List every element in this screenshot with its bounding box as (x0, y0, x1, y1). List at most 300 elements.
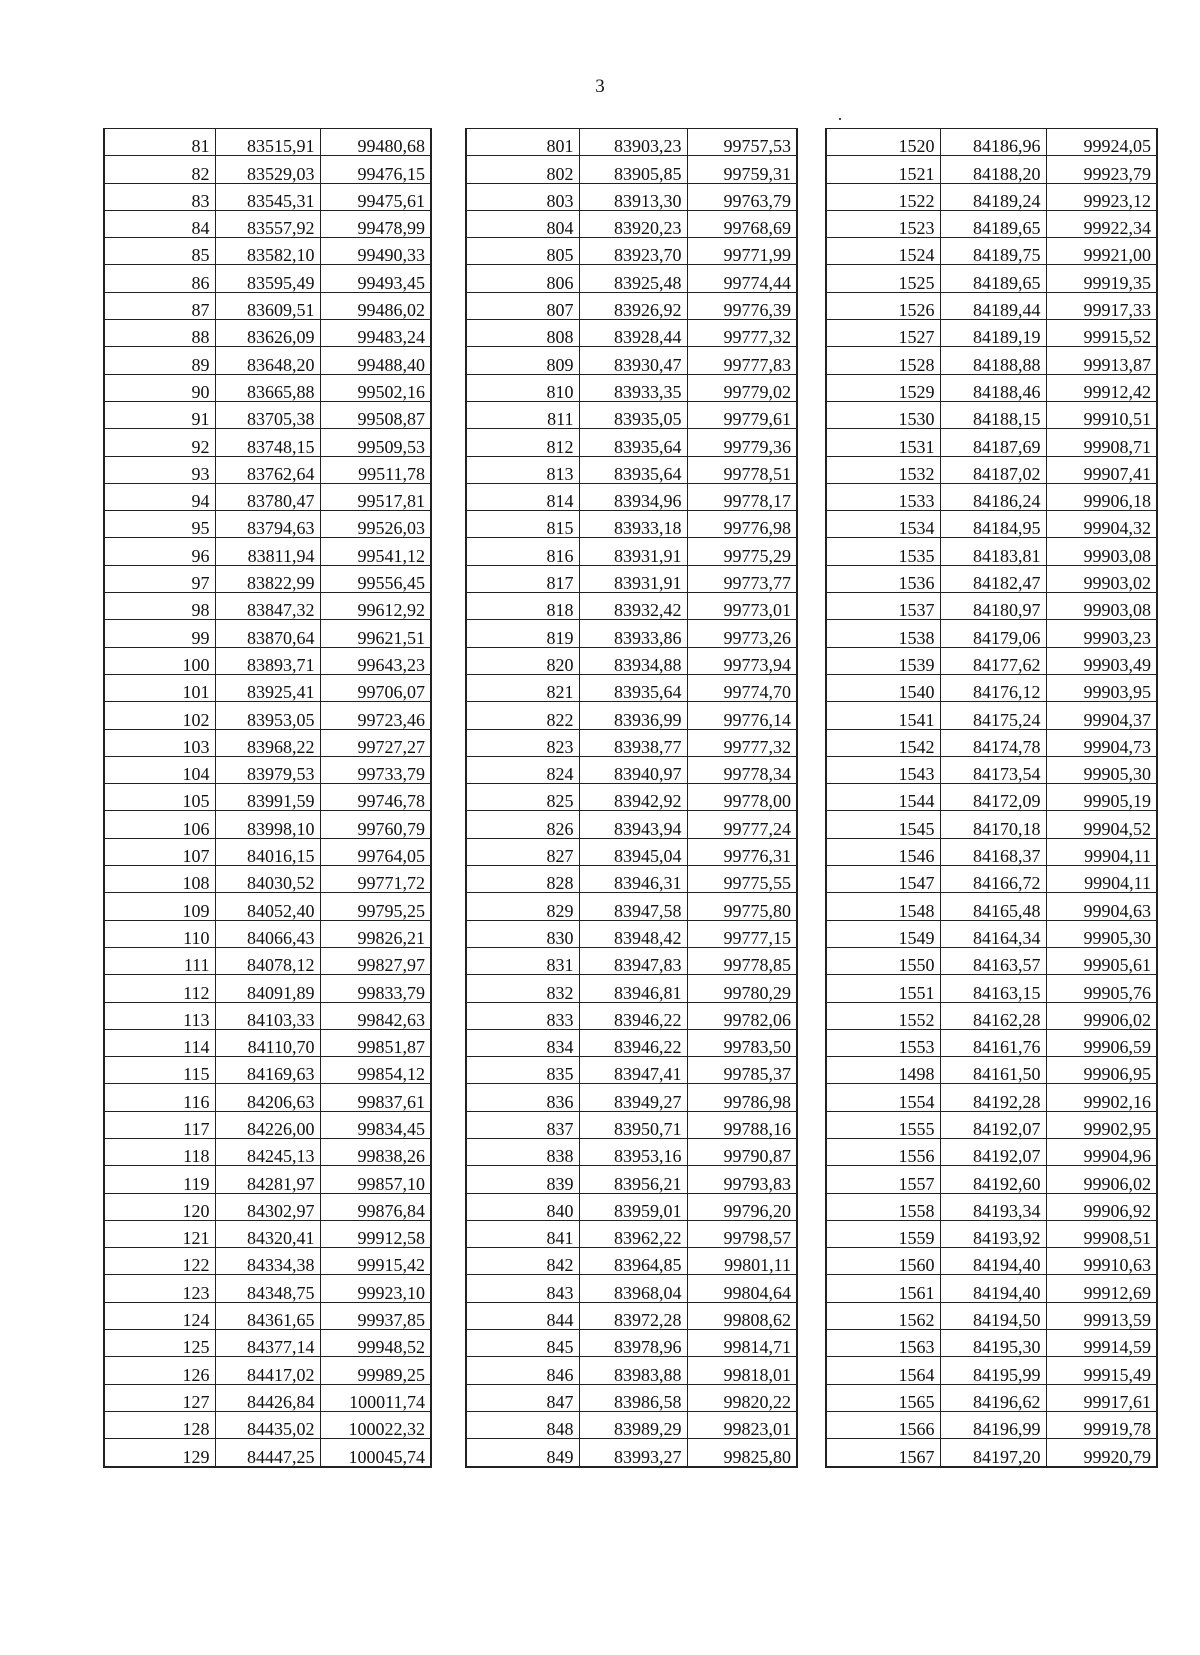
table-row (826, 1111, 1157, 1138)
y-coordinate-cell: 99777,15 (687, 920, 797, 947)
x-coordinate-cell: 84177,62 (940, 647, 1046, 674)
x-coordinate-cell: 84186,96 (940, 129, 1046, 156)
point-number-cell: 840 (466, 1193, 579, 1220)
table-row (826, 1411, 1157, 1438)
point-number-cell: 812 (466, 429, 579, 456)
table-row (104, 647, 431, 674)
table-row (466, 920, 797, 947)
point-number-cell: 1535 (826, 538, 940, 565)
point-number-cell: 1554 (826, 1084, 940, 1111)
point-number-cell: 810 (466, 374, 579, 401)
x-coordinate-cell: 83950,71 (579, 1111, 687, 1138)
y-coordinate-cell: 99904,96 (1046, 1138, 1157, 1165)
point-number-cell: 1556 (826, 1138, 940, 1165)
y-coordinate-cell: 99912,58 (320, 1220, 431, 1247)
y-coordinate-cell: 99902,95 (1046, 1111, 1157, 1138)
point-number-cell: 1525 (826, 265, 940, 292)
y-coordinate-cell: 99827,97 (320, 947, 431, 974)
table-row (104, 374, 431, 401)
y-coordinate-cell: 99785,37 (687, 1057, 797, 1084)
y-coordinate-cell: 99837,61 (320, 1084, 431, 1111)
x-coordinate-cell: 83993,27 (579, 1439, 687, 1467)
y-coordinate-cell: 99915,42 (320, 1248, 431, 1275)
y-coordinate-cell: 99804,64 (687, 1275, 797, 1302)
x-coordinate-cell: 84417,02 (215, 1357, 320, 1384)
y-coordinate-cell: 99757,53 (687, 129, 797, 156)
table-row (466, 620, 797, 647)
x-coordinate-cell: 84180,97 (940, 593, 1046, 620)
table-row (104, 920, 431, 947)
table-row (466, 183, 797, 210)
table-row (826, 674, 1157, 701)
point-number-cell: 822 (466, 702, 579, 729)
y-coordinate-cell: 99760,79 (320, 811, 431, 838)
point-number-cell: 841 (466, 1220, 579, 1247)
y-coordinate-cell: 99923,12 (1046, 183, 1157, 210)
y-coordinate-cell: 99733,79 (320, 756, 431, 783)
table-row (466, 1057, 797, 1084)
point-number-cell: 1543 (826, 756, 940, 783)
x-coordinate-cell: 83582,10 (215, 238, 320, 265)
point-number-cell: 1547 (826, 866, 940, 893)
point-number-cell: 129 (104, 1439, 215, 1467)
point-number-cell: 803 (466, 183, 579, 210)
y-coordinate-cell: 99904,37 (1046, 702, 1157, 729)
table-row (826, 292, 1157, 319)
x-coordinate-cell: 84184,95 (940, 511, 1046, 538)
table-row (826, 129, 1157, 156)
x-coordinate-cell: 83762,64 (215, 456, 320, 483)
point-number-cell: 113 (104, 1002, 215, 1029)
table-row (104, 756, 431, 783)
x-coordinate-cell: 84245,13 (215, 1138, 320, 1165)
point-number-cell: 1555 (826, 1111, 940, 1138)
point-number-cell: 119 (104, 1166, 215, 1193)
point-number-cell: 98 (104, 593, 215, 620)
table-row (104, 511, 431, 538)
table-row (826, 456, 1157, 483)
y-coordinate-cell: 99793,83 (687, 1166, 797, 1193)
table-row (104, 893, 431, 920)
table-row (826, 1275, 1157, 1302)
point-number-cell: 115 (104, 1057, 215, 1084)
x-coordinate-cell: 84377,14 (215, 1330, 320, 1357)
x-coordinate-cell: 84187,02 (940, 456, 1046, 483)
y-coordinate-cell: 99763,79 (687, 183, 797, 210)
x-coordinate-cell: 83870,64 (215, 620, 320, 647)
table-row (104, 1411, 431, 1438)
x-coordinate-cell: 84186,24 (940, 483, 1046, 510)
table-row (104, 1002, 431, 1029)
x-coordinate-cell: 83626,09 (215, 320, 320, 347)
table-row (826, 1029, 1157, 1056)
point-number-cell: 121 (104, 1220, 215, 1247)
x-coordinate-cell: 83920,23 (579, 210, 687, 237)
y-coordinate-cell: 99775,80 (687, 893, 797, 920)
point-number-cell: 804 (466, 210, 579, 237)
x-coordinate-cell: 83931,91 (579, 538, 687, 565)
table-row (104, 347, 431, 374)
point-number-cell: 1560 (826, 1248, 940, 1275)
y-coordinate-cell: 99923,10 (320, 1275, 431, 1302)
x-coordinate-cell: 83968,04 (579, 1275, 687, 1302)
table-row (466, 1384, 797, 1411)
table-row (466, 401, 797, 428)
point-number-cell: 848 (466, 1411, 579, 1438)
y-coordinate-cell: 99777,32 (687, 729, 797, 756)
table-row (826, 429, 1157, 456)
point-number-cell: 1567 (826, 1439, 940, 1467)
table-row (826, 702, 1157, 729)
table-row (104, 1275, 431, 1302)
y-coordinate-cell: 100022,32 (320, 1411, 431, 1438)
x-coordinate-cell: 83940,97 (579, 756, 687, 783)
y-coordinate-cell: 99764,05 (320, 838, 431, 865)
y-coordinate-cell: 99788,16 (687, 1111, 797, 1138)
y-coordinate-cell: 99723,46 (320, 702, 431, 729)
table-row (466, 156, 797, 183)
y-coordinate-cell: 99796,20 (687, 1193, 797, 1220)
point-number-cell: 1559 (826, 1220, 940, 1247)
x-coordinate-cell: 84426,84 (215, 1384, 320, 1411)
y-coordinate-cell: 99706,07 (320, 674, 431, 701)
x-coordinate-cell: 84170,18 (940, 811, 1046, 838)
table-row (104, 1193, 431, 1220)
table-row (104, 784, 431, 811)
y-coordinate-cell: 99780,29 (687, 975, 797, 1002)
point-number-cell: 1530 (826, 401, 940, 428)
y-coordinate-cell: 99776,39 (687, 292, 797, 319)
table-row (104, 702, 431, 729)
point-number-cell: 94 (104, 483, 215, 510)
x-coordinate-cell: 83935,64 (579, 429, 687, 456)
x-coordinate-cell: 83956,21 (579, 1166, 687, 1193)
x-coordinate-cell: 83953,16 (579, 1138, 687, 1165)
point-number-cell: 846 (466, 1357, 579, 1384)
point-number-cell: 124 (104, 1302, 215, 1329)
y-coordinate-cell: 99907,41 (1046, 456, 1157, 483)
x-coordinate-cell: 83953,05 (215, 702, 320, 729)
point-number-cell: 1533 (826, 483, 940, 510)
y-coordinate-cell: 99480,68 (320, 129, 431, 156)
x-coordinate-cell: 83932,42 (579, 593, 687, 620)
y-coordinate-cell: 99842,63 (320, 1002, 431, 1029)
point-number-cell: 837 (466, 1111, 579, 1138)
y-coordinate-cell: 99779,36 (687, 429, 797, 456)
x-coordinate-cell: 84016,15 (215, 838, 320, 865)
point-number-cell: 808 (466, 320, 579, 347)
y-coordinate-cell: 99921,00 (1046, 238, 1157, 265)
y-coordinate-cell: 99775,55 (687, 866, 797, 893)
table-row (826, 784, 1157, 811)
x-coordinate-cell: 83931,91 (579, 565, 687, 592)
table-row (466, 975, 797, 1002)
point-number-cell: 83 (104, 183, 215, 210)
table-row (466, 238, 797, 265)
y-coordinate-cell: 99906,02 (1046, 1002, 1157, 1029)
y-coordinate-cell: 99905,76 (1046, 975, 1157, 1002)
x-coordinate-cell: 83928,44 (579, 320, 687, 347)
point-number-cell: 836 (466, 1084, 579, 1111)
point-number-cell: 839 (466, 1166, 579, 1193)
y-coordinate-cell: 99475,61 (320, 183, 431, 210)
table-row (104, 565, 431, 592)
x-coordinate-cell: 84194,50 (940, 1302, 1046, 1329)
x-coordinate-cell: 83926,92 (579, 292, 687, 319)
x-coordinate-cell: 84192,28 (940, 1084, 1046, 1111)
x-coordinate-cell: 84189,19 (940, 320, 1046, 347)
x-coordinate-cell: 83946,22 (579, 1002, 687, 1029)
point-number-cell: 1531 (826, 429, 940, 456)
x-coordinate-cell: 83609,51 (215, 292, 320, 319)
x-coordinate-cell: 84179,06 (940, 620, 1046, 647)
point-number-cell: 820 (466, 647, 579, 674)
point-number-cell: 1563 (826, 1330, 940, 1357)
table-row (104, 1057, 431, 1084)
x-coordinate-cell: 83847,32 (215, 593, 320, 620)
x-coordinate-cell: 84195,30 (940, 1330, 1046, 1357)
point-number-cell: 117 (104, 1111, 215, 1138)
y-coordinate-cell: 99727,27 (320, 729, 431, 756)
point-number-cell: 112 (104, 975, 215, 1002)
table-row (466, 1193, 797, 1220)
y-coordinate-cell: 99808,62 (687, 1302, 797, 1329)
table-row (826, 1166, 1157, 1193)
x-coordinate-cell: 84052,40 (215, 893, 320, 920)
y-coordinate-cell: 99798,57 (687, 1220, 797, 1247)
y-coordinate-cell: 99906,92 (1046, 1193, 1157, 1220)
table-row (104, 1220, 431, 1247)
table-row (104, 1439, 431, 1467)
x-coordinate-cell: 83936,99 (579, 702, 687, 729)
y-coordinate-cell: 99838,26 (320, 1138, 431, 1165)
x-coordinate-cell: 83905,85 (579, 156, 687, 183)
point-number-cell: 1566 (826, 1411, 940, 1438)
y-coordinate-cell: 99779,61 (687, 401, 797, 428)
table-row (466, 1166, 797, 1193)
point-number-cell: 830 (466, 920, 579, 947)
point-number-cell: 801 (466, 129, 579, 156)
table-row (104, 1330, 431, 1357)
table-row (466, 374, 797, 401)
x-coordinate-cell: 83935,64 (579, 456, 687, 483)
y-coordinate-cell: 99517,81 (320, 483, 431, 510)
table-row (826, 565, 1157, 592)
y-coordinate-cell: 99746,78 (320, 784, 431, 811)
table-row (826, 1357, 1157, 1384)
table-row (104, 320, 431, 347)
y-coordinate-cell: 99814,71 (687, 1330, 797, 1357)
x-coordinate-cell: 84189,24 (940, 183, 1046, 210)
x-coordinate-cell: 84196,99 (940, 1411, 1046, 1438)
point-number-cell: 125 (104, 1330, 215, 1357)
x-coordinate-cell: 84175,24 (940, 702, 1046, 729)
x-coordinate-cell: 84189,75 (940, 238, 1046, 265)
table-row (104, 1138, 431, 1165)
point-number-cell: 87 (104, 292, 215, 319)
table-row (466, 429, 797, 456)
point-number-cell: 1528 (826, 347, 940, 374)
point-number-cell: 82 (104, 156, 215, 183)
x-coordinate-cell: 84166,72 (940, 866, 1046, 893)
x-coordinate-cell: 84188,20 (940, 156, 1046, 183)
point-number-cell: 844 (466, 1302, 579, 1329)
table-row (826, 1248, 1157, 1275)
y-coordinate-cell: 99923,79 (1046, 156, 1157, 183)
y-coordinate-cell: 99904,32 (1046, 511, 1157, 538)
y-coordinate-cell: 99917,61 (1046, 1384, 1157, 1411)
x-coordinate-cell: 83942,92 (579, 784, 687, 811)
table-row (104, 183, 431, 210)
x-coordinate-cell: 83925,41 (215, 674, 320, 701)
table-row (466, 593, 797, 620)
x-coordinate-cell: 83933,35 (579, 374, 687, 401)
table-row (826, 866, 1157, 893)
point-number-cell: 1557 (826, 1166, 940, 1193)
point-number-cell: 1565 (826, 1384, 940, 1411)
table-row (466, 1357, 797, 1384)
table-row (826, 811, 1157, 838)
point-number-cell: 821 (466, 674, 579, 701)
point-number-cell: 1553 (826, 1029, 940, 1056)
table-row (104, 674, 431, 701)
y-coordinate-cell: 99777,32 (687, 320, 797, 347)
point-number-cell: 1523 (826, 210, 940, 237)
x-coordinate-cell: 83780,47 (215, 483, 320, 510)
y-coordinate-cell: 99511,78 (320, 456, 431, 483)
point-number-cell: 1539 (826, 647, 940, 674)
point-number-cell: 1498 (826, 1057, 940, 1084)
x-coordinate-cell: 84281,97 (215, 1166, 320, 1193)
point-number-cell: 807 (466, 292, 579, 319)
point-number-cell: 96 (104, 538, 215, 565)
table-row (466, 456, 797, 483)
point-number-cell: 1520 (826, 129, 940, 156)
x-coordinate-cell: 83515,91 (215, 129, 320, 156)
y-coordinate-cell: 99779,02 (687, 374, 797, 401)
point-number-cell: 103 (104, 729, 215, 756)
table-row (104, 1248, 431, 1275)
x-coordinate-cell: 83925,48 (579, 265, 687, 292)
y-coordinate-cell: 99908,51 (1046, 1220, 1157, 1247)
table-row (104, 538, 431, 565)
point-number-cell: 802 (466, 156, 579, 183)
x-coordinate-cell: 83748,15 (215, 429, 320, 456)
point-number-cell: 1526 (826, 292, 940, 319)
x-coordinate-cell: 83935,05 (579, 401, 687, 428)
point-number-cell: 97 (104, 565, 215, 592)
y-coordinate-cell: 99915,49 (1046, 1357, 1157, 1384)
point-number-cell: 111 (104, 947, 215, 974)
table-row (826, 1057, 1157, 1084)
table-row (826, 1439, 1157, 1467)
y-coordinate-cell: 99773,01 (687, 593, 797, 620)
x-coordinate-cell: 84103,33 (215, 1002, 320, 1029)
x-coordinate-cell: 83811,94 (215, 538, 320, 565)
table-row (466, 565, 797, 592)
point-number-cell: 88 (104, 320, 215, 347)
table-row (466, 1084, 797, 1111)
table-row (826, 1302, 1157, 1329)
table-row (466, 511, 797, 538)
table-row (104, 1029, 431, 1056)
point-number-cell: 811 (466, 401, 579, 428)
point-number-cell: 108 (104, 866, 215, 893)
y-coordinate-cell: 99920,79 (1046, 1439, 1157, 1467)
x-coordinate-cell: 83949,27 (579, 1084, 687, 1111)
x-coordinate-cell: 84188,46 (940, 374, 1046, 401)
y-coordinate-cell: 99915,52 (1046, 320, 1157, 347)
x-coordinate-cell: 83983,88 (579, 1357, 687, 1384)
table-row (826, 401, 1157, 428)
y-coordinate-cell: 99904,11 (1046, 866, 1157, 893)
point-number-cell: 1558 (826, 1193, 940, 1220)
point-number-cell: 1545 (826, 811, 940, 838)
y-coordinate-cell: 99825,80 (687, 1439, 797, 1467)
y-coordinate-cell: 99905,30 (1046, 756, 1157, 783)
point-number-cell: 835 (466, 1057, 579, 1084)
y-coordinate-cell: 99508,87 (320, 401, 431, 428)
x-coordinate-cell: 83822,99 (215, 565, 320, 592)
table-row (466, 811, 797, 838)
y-coordinate-cell: 99476,15 (320, 156, 431, 183)
y-coordinate-cell: 99488,40 (320, 347, 431, 374)
point-number-cell: 833 (466, 1002, 579, 1029)
y-coordinate-cell: 99790,87 (687, 1138, 797, 1165)
y-coordinate-cell: 99989,25 (320, 1357, 431, 1384)
y-coordinate-cell: 99478,99 (320, 210, 431, 237)
point-number-cell: 1524 (826, 238, 940, 265)
table-row (466, 647, 797, 674)
y-coordinate-cell: 99910,63 (1046, 1248, 1157, 1275)
x-coordinate-cell: 84165,48 (940, 893, 1046, 920)
y-coordinate-cell: 99910,51 (1046, 401, 1157, 428)
point-number-cell: 84 (104, 210, 215, 237)
table-row (826, 483, 1157, 510)
y-coordinate-cell: 99905,19 (1046, 784, 1157, 811)
x-coordinate-cell: 84192,07 (940, 1138, 1046, 1165)
table-row (466, 320, 797, 347)
point-number-cell: 809 (466, 347, 579, 374)
x-coordinate-cell: 83923,70 (579, 238, 687, 265)
table-row (826, 347, 1157, 374)
y-coordinate-cell: 99851,87 (320, 1029, 431, 1056)
table-row (826, 183, 1157, 210)
point-number-cell: 127 (104, 1384, 215, 1411)
point-number-cell: 824 (466, 756, 579, 783)
y-coordinate-cell: 99903,02 (1046, 565, 1157, 592)
point-number-cell: 814 (466, 483, 579, 510)
x-coordinate-cell: 84182,47 (940, 565, 1046, 592)
table-row (466, 1411, 797, 1438)
table-row (466, 347, 797, 374)
y-coordinate-cell: 99774,70 (687, 674, 797, 701)
table-row (826, 238, 1157, 265)
y-coordinate-cell: 99621,51 (320, 620, 431, 647)
point-number-cell: 813 (466, 456, 579, 483)
x-coordinate-cell: 83948,42 (579, 920, 687, 947)
y-coordinate-cell: 99541,12 (320, 538, 431, 565)
table-row (104, 593, 431, 620)
y-coordinate-cell: 99778,51 (687, 456, 797, 483)
table-row (466, 838, 797, 865)
point-number-cell: 1538 (826, 620, 940, 647)
point-number-cell: 843 (466, 1275, 579, 1302)
x-coordinate-cell: 83595,49 (215, 265, 320, 292)
y-coordinate-cell: 99818,01 (687, 1357, 797, 1384)
y-coordinate-cell: 100045,74 (320, 1439, 431, 1467)
y-coordinate-cell: 99904,11 (1046, 838, 1157, 865)
